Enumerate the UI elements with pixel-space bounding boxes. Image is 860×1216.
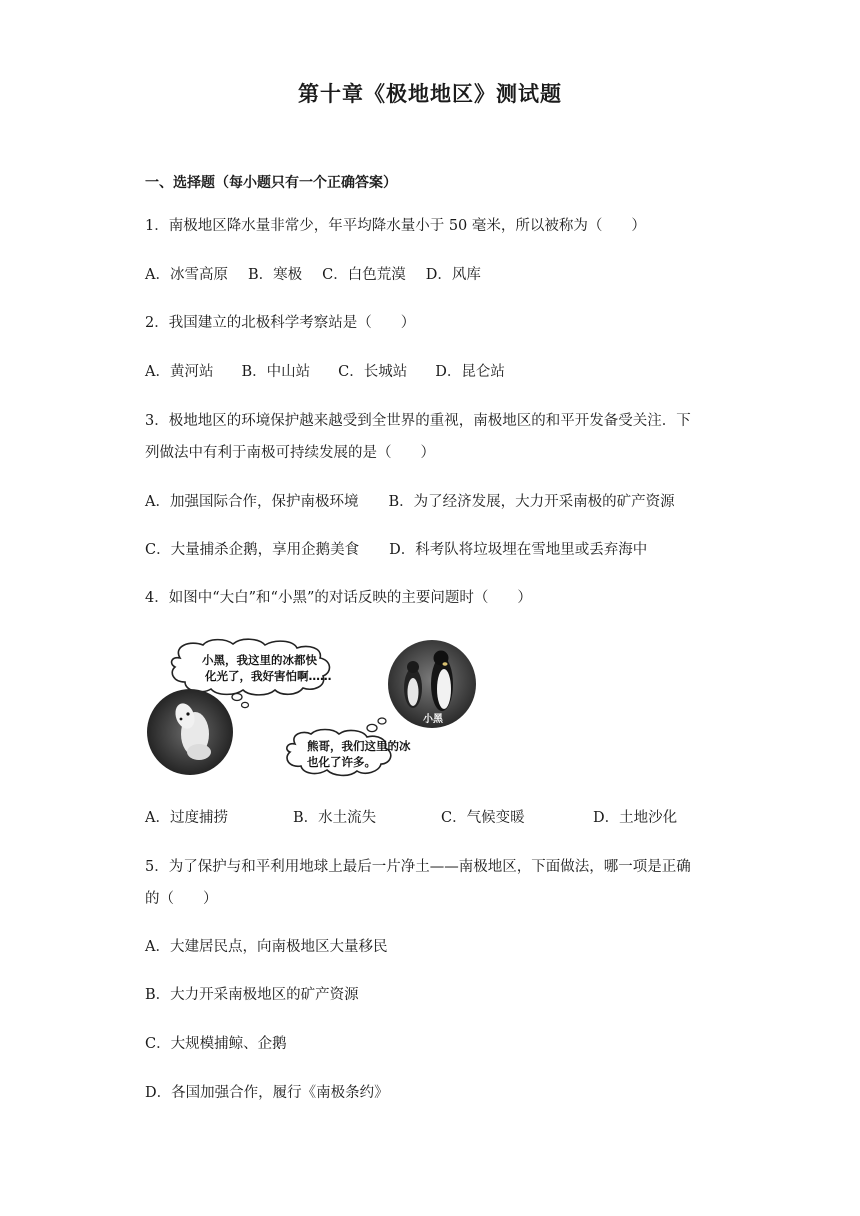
q5-option-d: D．各国加强合作，履行《南极条约》 <box>145 1085 389 1101</box>
bubble-top-line1: 小黑，我这里的冰都快 <box>202 653 317 667</box>
bubble-top-line2: 化光了，我好害怕啊…… <box>205 669 332 683</box>
dialogue-illustration <box>145 636 485 781</box>
penguin-label: 小黑 <box>423 714 443 725</box>
q2-option-b: B．中山站 <box>241 364 311 380</box>
question-3-stem-line1: 3．极地地区的环境保护越来越受到全世界的重视，南极地区的和平开发备受关注．下 <box>145 413 691 429</box>
q4-option-b: B．水土流失 <box>293 810 377 826</box>
question-3-stem-line2: 列做法中有利于南极可持续发展的是（ ） <box>145 445 435 461</box>
question-4-stem: 4．如图中“大白”和“小黑”的对话反映的主要问题时（ ） <box>145 590 532 606</box>
q5-option-b: B．大力开采南极地区的矿产资源 <box>145 987 359 1003</box>
q3-option-c: C．大量捕杀企鹅，享用企鹅美食 <box>145 542 360 558</box>
polar-bear-image <box>147 689 233 775</box>
dialogue-figure <box>145 636 485 781</box>
q3-option-b: B．为了经济发展，大力开采南极的矿产资源 <box>388 494 675 510</box>
bubble-bottom-line2: 也化了许多。 <box>307 755 376 769</box>
q1-option-c: C．白色荒漠 <box>322 267 406 283</box>
question-2-options <box>145 362 505 382</box>
q3-option-a: A．加强国际合作，保护南极环境 <box>145 494 359 510</box>
q4-option-a: A．过度捕捞 <box>145 810 228 826</box>
question-5-stem-line2: 的（ ） <box>145 891 218 907</box>
question-1-stem: 1．南极地区降水量非常少，年平均降水量小于 50 毫米，所以被称为（ ） <box>145 218 646 234</box>
q5-option-a: A．大建居民点，向南极地区大量移民 <box>145 939 388 955</box>
question-5-stem-line1: 5．为了保护与和平利用地球上最后一片净土——南极地区，下面做法，哪一项是正确 <box>145 859 691 875</box>
q1-option-d: D．风库 <box>425 267 481 283</box>
q1-option-b: B．寒极 <box>247 267 303 283</box>
question-3-options-row1 <box>145 492 675 512</box>
question-3-options-row2 <box>145 540 647 560</box>
q4-option-d: D．土地沙化 <box>593 810 678 826</box>
question-1-options <box>145 265 481 285</box>
q5-option-c: C．大规模捕鲸、企鹅 <box>145 1036 287 1052</box>
section-heading: 一、选择题（每小题只有一个正确答案） <box>145 175 397 191</box>
question-4-options <box>145 808 677 828</box>
bubble-bottom-line1: 熊哥，我们这里的冰 <box>307 739 411 753</box>
q2-option-d: D．昆仑站 <box>435 364 505 380</box>
q2-option-a: A．黄河站 <box>145 364 214 380</box>
page-title: 第十章《极地地区》测试题 <box>298 82 562 106</box>
q4-option-c: C．气候变暖 <box>441 810 525 826</box>
q3-option-d: D．科考队将垃圾埋在雪地里或丢弃海中 <box>389 542 648 558</box>
q1-option-a: A．冰雪高原 <box>145 267 228 283</box>
q2-option-c: C．长城站 <box>338 364 408 380</box>
question-2-stem: 2．我国建立的北极科学考察站是（ ） <box>145 315 416 331</box>
